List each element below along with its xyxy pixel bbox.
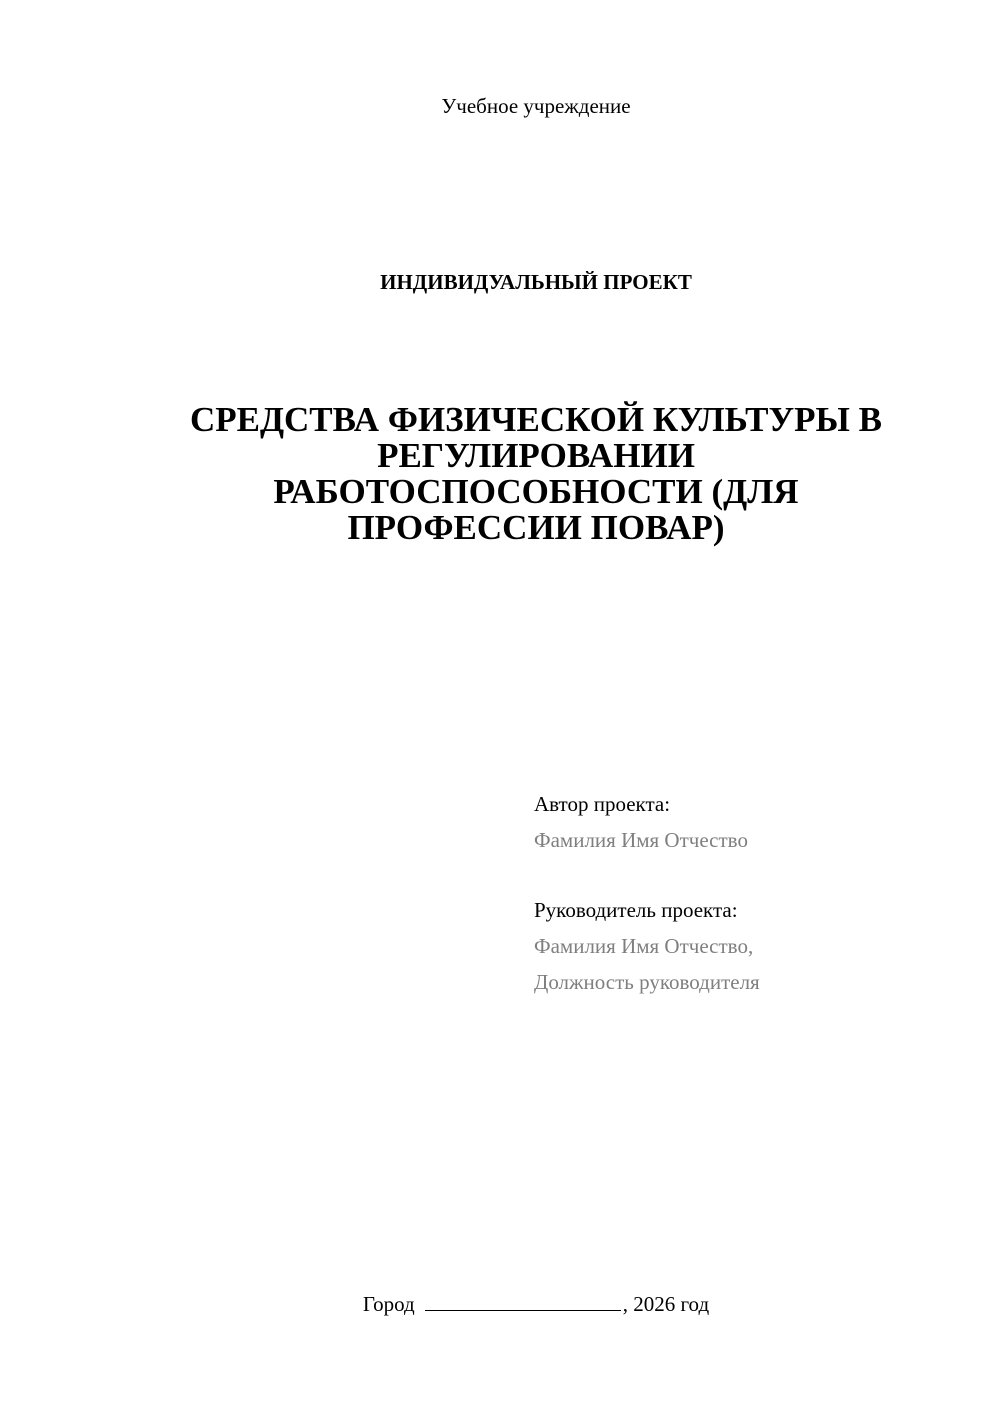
institution-name: Учебное учреждение xyxy=(441,94,631,118)
project-title-line: СРЕДСТВА ФИЗИЧЕСКОЙ КУЛЬТУРЫ В xyxy=(189,400,883,439)
project-title-line: ПРОФЕССИИ ПОВАР) xyxy=(347,508,725,547)
project-title-line: РЕГУЛИРОВАНИИ xyxy=(377,436,695,475)
supervisor-label: Руководитель проекта: xyxy=(534,898,738,922)
city-year-line xyxy=(0,1290,1000,1318)
author-label: Автор проекта: xyxy=(534,792,671,816)
supervisor-block xyxy=(534,892,974,1000)
author-block xyxy=(534,786,974,858)
city-blank-line xyxy=(425,1290,621,1311)
supervisor-name-placeholder: Фамилия Имя Отчество, xyxy=(534,934,754,958)
supervisor-position-placeholder: Должность руководителя xyxy=(534,970,760,994)
project-title-line: РАБОТОСПОСОБНОСТИ (ДЛЯ xyxy=(273,472,799,511)
project-title xyxy=(140,402,932,546)
year-text: , 2026 год xyxy=(622,1292,710,1316)
city-label: Город xyxy=(362,1292,415,1316)
project-type-heading: ИНДИВИДУАЛЬНЫЙ ПРОЕКТ xyxy=(380,270,692,294)
author-name-placeholder: Фамилия Имя Отчество xyxy=(534,828,748,852)
